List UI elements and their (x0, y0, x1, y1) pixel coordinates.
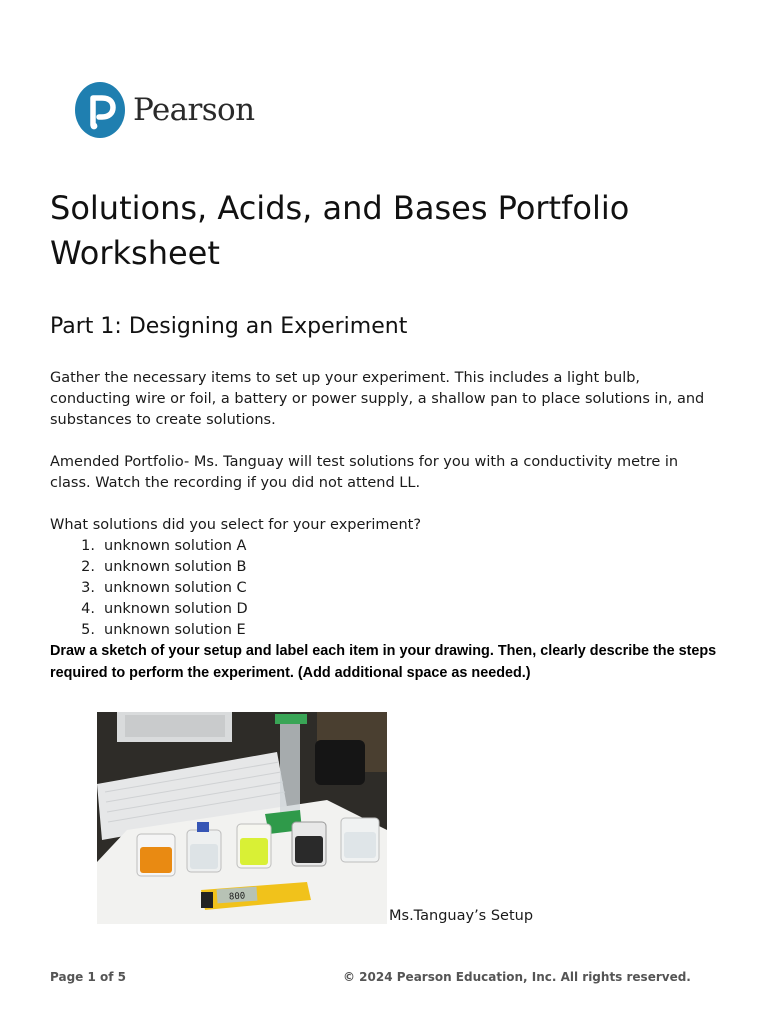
page-number: Page 1 of 5 (50, 970, 126, 984)
list-item (50, 599, 248, 620)
meter-reading: 800 (228, 891, 246, 903)
list-text: unknown solution D (104, 601, 248, 617)
amended-paragraph: Amended Portfolio- Ms. Tanguay will test solutions for you with a conductivity metre in class. Watch the recording if you did not attend LL. (50, 454, 679, 491)
intro-paragraph: Gather the necessary items to set up your experiment. This includes a light bulb, conducting wire or foil, a battery or power supply, a shallow pan to place solutions in, and substances to create solutions. (50, 370, 705, 428)
drawing-instruction: Draw a sketch of your setup and label each item in your drawing. Then, clearly describe the steps required to perform the experiment. (Add additional space as needed.) (50, 643, 717, 681)
part1-heading: Part 1: Designing an Experiment (50, 314, 408, 339)
solutions-question: What solutions did you select for your experiment? (50, 517, 422, 533)
list-text: unknown solution A (104, 538, 247, 554)
list-number: 4. (81, 601, 95, 617)
pearson-wordmark: Pearson (133, 92, 255, 128)
page-title: Solutions, Acids, and Bases Portfolio Worksheet (50, 189, 630, 272)
copyright-notice: © 2024 Pearson Education, Inc. All rights reserved. (343, 970, 691, 984)
list-text: unknown solution B (104, 559, 247, 575)
pearson-logo-icon (75, 82, 125, 138)
list-text: unknown solution C (104, 580, 247, 596)
list-item (50, 557, 248, 578)
list-number: 1. (81, 538, 95, 554)
list-item (50, 620, 248, 641)
list-item (50, 578, 248, 599)
list-text: unknown solution E (104, 622, 246, 638)
list-number: 5. (81, 622, 95, 638)
photo-caption: Ms.Tanguay’s Setup (389, 908, 534, 924)
list-number: 2. (81, 559, 95, 575)
list-item (50, 536, 248, 557)
pearson-logo (75, 82, 254, 138)
list-number: 3. (81, 580, 95, 596)
solutions-list (50, 536, 248, 641)
setup-photo (97, 712, 387, 924)
